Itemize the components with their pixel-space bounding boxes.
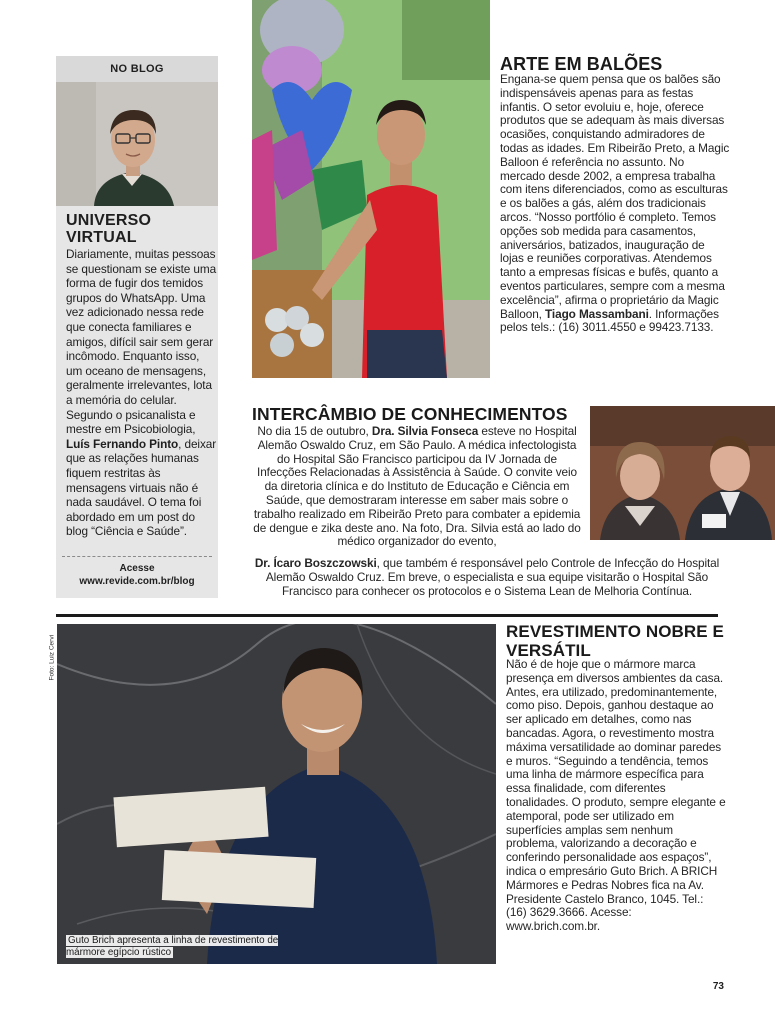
arte-headline: ARTE EM BALÕES xyxy=(500,54,663,74)
sidebar-divider xyxy=(62,556,212,557)
sidebar-name: Luís Fernando Pinto xyxy=(66,436,179,451)
sidebar-title: UNIVERSO VIRTUAL xyxy=(66,212,152,246)
balloons-photo xyxy=(252,0,490,378)
arte-name: Tiago Massambani xyxy=(545,306,649,321)
blog-sidebar xyxy=(56,56,218,598)
page-number: 73 xyxy=(712,981,724,992)
blog-link[interactable]: www.revide.com.br/blog xyxy=(79,576,195,587)
intercambio-headline: INTERCÂMBIO DE CONHECIMENTOS xyxy=(252,404,568,424)
intercambio-name-2: Dr. Ícaro Boszczowski xyxy=(254,556,377,570)
access-label: Acesse xyxy=(119,563,155,574)
intercambio-body: No dia 15 de outubro, Dra. Silvia Fonseca esteve no Hospital Alemão Oswaldo Cruz, em São Paulo. A médica infectologista do Hospital São Francisco participou da IV Jornada de Infecções Relacionadas à Assistência à Saúde. O convite veio da diretoria clínica e do Instituto de Educação e Ciência em Saúde, que demostraram interesse em saber mais sobre o trabalho realizado em Ribeirão Preto para combater a epidemia de dengue e zika deste ano. Na foto, Dra. Silvia está ao lado do médico organizador do evento, xyxy=(253,424,581,549)
section-divider xyxy=(56,614,718,617)
sidebar-footer xyxy=(56,562,218,588)
intercambio-name-1: Dra. Silvia Fonseca xyxy=(371,424,479,438)
revestimento-headline: REVESTIMENTO NOBRE E VERSÁTIL xyxy=(506,622,724,660)
marble-caption: Guto Brich apresenta a linha de revestimento de mármore egípcio rústico xyxy=(66,935,279,958)
intercambio-body-tail: Dr. Ícaro Boszczowski, que também é responsável pelo Controle de Infecção do Hospital Alemão Oswaldo Cruz. Em breve, o especialista e sua equipe visitarão o Hospital São Francisco para conhecer os protocolos e o Sistema Lean de Melhoria Contínua. xyxy=(254,556,720,598)
revestimento-body: Não é de hoje que o mármore marca presença em diversos ambientes da casa. Antes, era utilizado, predominantemente, como piso. Depois, ganhou destaque ao ser aplicado em detalhes, como nas bancadas. Agora, o revestimento mostra máxima versatilidade ao dominar paredes e muros. “Seguindo a tendência, temos uma linha de mármore específica para essa finalidade, com diferentes tonalidades. O produto, sempre elegante e atemporal, pode ser utilizado em superfícies amplas sem nenhum problema, valorizando a decoração e conferindo personalidade aos espaços”, indica o empresário Guto Brich. A BRICH Mármores e Pedras Nobres fica na Av. Presidente Castelo Branco, 1045. Tel.: (16) 3629.3666. Acesse: www.brich.com.br. xyxy=(506,657,726,934)
sidebar-body: Diariamente, muitas pessoas se questionam se existe uma forma de fugir dos temidos grupos do WhatsApp. Uma vez adicionado nessa rede que conecta familiares e amigos, difícil sair sem gerar incômodo. Enquanto isso, um oceano de mensagens, geralmente irrelevantes, lota a memória do celular. Segundo o psicanalista e mestre em Psicobiologia, Luís Fernando Pinto, deixar que as relações humanas fiquem restritas às mensagens virtuais não é nada saudável. O tema foi abordado em um post do blog “Ciência e Saúde”. xyxy=(66,247,217,539)
doctors-photo xyxy=(590,406,775,540)
sidebar-label: NO BLOG xyxy=(56,56,218,82)
blog-author-photo xyxy=(56,82,218,206)
marble-photo xyxy=(57,624,496,964)
photo-credit: Foto: Luiz Cervi xyxy=(48,634,56,681)
arte-body: Engana-se quem pensa que os balões são indispensáveis apenas para as festas infantis. O setor evoluiu e, hoje, oferece produtos que se adequam às mais diversas ocasiões, conquistando admiradores de todas as idades. Em Ribeirão Preto, a Magic Balloon é referência no assunto. No mercado desde 2002, a empresa trabalha com itens diferenciados, como as esculturas e os balões a gás, além dos tradicionais arcos. “Nosso portfólio é completo. Temos opções sob medida para casamentos, aniversários, batizados, inauguração de lojas e reuniões corporativas. Atendemos tanto a empresas físicas e bufês, quanto a eventos particulares, sempre com a mesma excelência”, afirma o proprietário da Magic Balloon, Tiago Massambani. Informações pelos tels.: (16) 3011.4550 e 99423.7133. xyxy=(500,72,730,335)
